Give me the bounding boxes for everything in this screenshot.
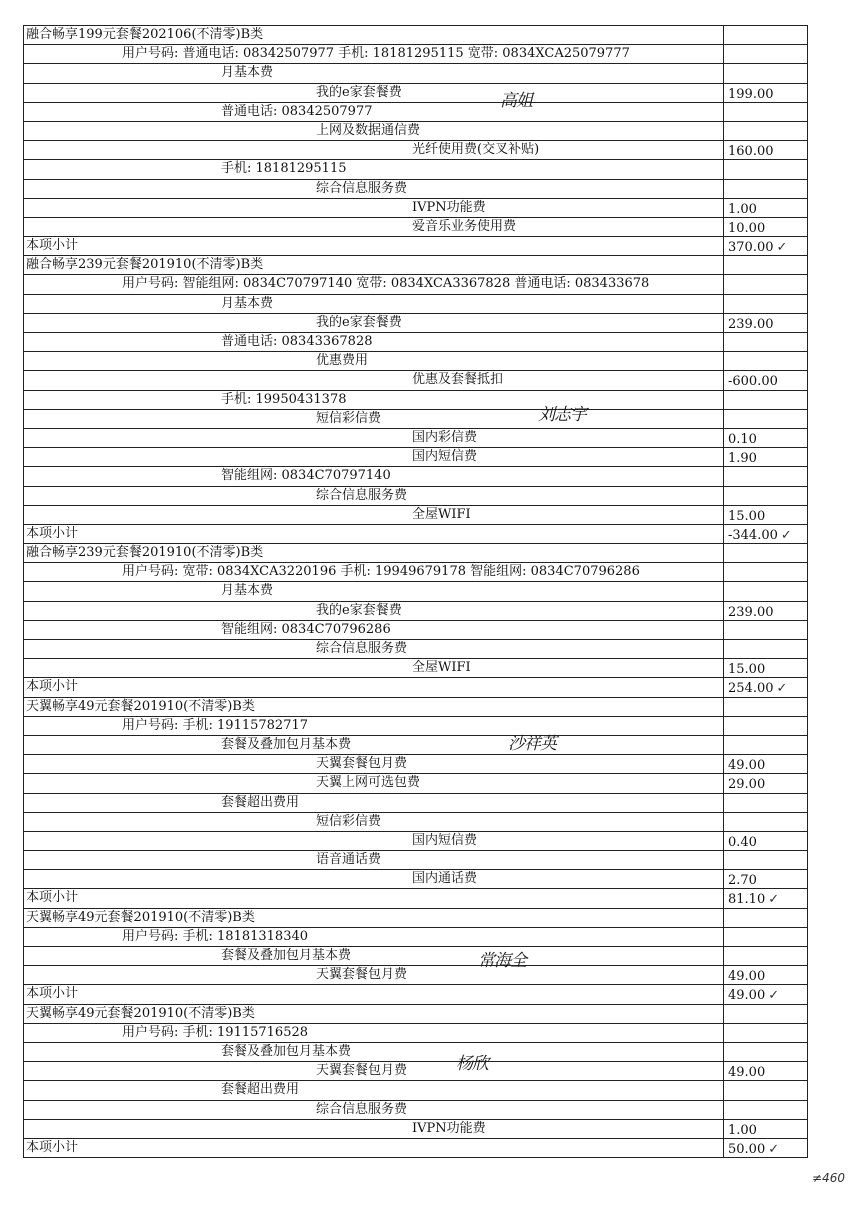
amount-value: 49.00 (728, 758, 766, 774)
row-label: 本项小计 (26, 525, 79, 541)
amount-cell (723, 985, 807, 1003)
amount-value: 199.00 (728, 86, 774, 102)
amount-cell (723, 352, 807, 370)
row-label: 天翼套餐包月费 (316, 756, 408, 772)
table-row (24, 1043, 808, 1062)
amount-cell (723, 467, 807, 485)
amount-cell (723, 506, 807, 524)
amount-value: -600.00 (728, 374, 778, 390)
check-mark-icon: ✓ (776, 240, 788, 256)
amount-value: -344.00 (728, 527, 778, 543)
row-label: 套餐及叠加包月基本费 (221, 736, 352, 752)
table-row (24, 717, 808, 736)
amount-value: 50.00 (728, 1141, 766, 1157)
amount-cell (723, 26, 807, 44)
amount-cell (723, 295, 807, 313)
amount-cell (723, 1101, 807, 1119)
row-label: 我的e家套餐费 (316, 602, 402, 618)
amount-cell (723, 256, 807, 274)
amount-cell (723, 870, 807, 888)
amount-cell (723, 525, 807, 543)
table-row (24, 966, 808, 985)
amount-cell (723, 966, 807, 984)
row-label: 月基本费 (221, 583, 274, 599)
row-label: 优惠费用 (316, 353, 369, 369)
row-label: 用户号码: 宽带: 0834XCA3220196 手机: 19949679178 智能组网: 0834C70796286 (122, 564, 640, 580)
amount-cell (723, 678, 807, 696)
row-label: 本项小计 (26, 238, 79, 254)
amount-cell (723, 371, 807, 389)
amount-cell (723, 391, 807, 409)
amount-cell (723, 180, 807, 198)
check-mark-icon: ✓ (780, 527, 792, 543)
row-label: 国内彩信费 (412, 429, 478, 445)
table-row (24, 851, 808, 870)
row-label: 我的e家套餐费 (316, 314, 402, 330)
row-label: 天翼畅享49元套餐201910(不清零)B类 (26, 1005, 255, 1021)
amount-cell (723, 889, 807, 907)
table-row (24, 659, 808, 678)
subtotal-row (24, 678, 808, 697)
package-row (24, 256, 808, 275)
amount-value: 0.40 (728, 834, 757, 850)
row-label: 国内短信费 (412, 449, 478, 465)
amount-cell (723, 698, 807, 716)
subtotal-row (24, 985, 808, 1004)
row-label: 光纤使用费(交叉补贴) (412, 142, 540, 158)
table-row (24, 103, 808, 122)
table-row (24, 314, 808, 333)
table-row (24, 487, 808, 506)
table-row (24, 295, 808, 314)
row-label: IVPN功能费 (412, 199, 486, 215)
table-row (24, 755, 808, 774)
row-label: 综合信息服务费 (316, 180, 408, 196)
amount-cell (723, 448, 807, 466)
amount-value: 239.00 (728, 604, 774, 620)
amount-cell (723, 333, 807, 351)
handwritten-signature: 杨欣 (456, 1054, 488, 1074)
amount-cell (723, 544, 807, 562)
amount-cell (723, 832, 807, 850)
subtotal-row (24, 1139, 808, 1158)
row-label: 用户号码: 手机: 19115782717 (122, 717, 309, 733)
amount-cell (723, 122, 807, 140)
amount-value: 49.00 (728, 969, 766, 985)
amount-cell (723, 429, 807, 447)
amount-value: 81.10 (728, 892, 766, 908)
amount-cell (723, 602, 807, 620)
table-row (24, 180, 808, 199)
package-row (24, 909, 808, 928)
table-row (24, 794, 808, 813)
amount-value: 254.00 (728, 681, 774, 697)
corner-handwritten-note: ≠460 (812, 1171, 845, 1185)
row-label: 本项小计 (26, 890, 79, 906)
row-label: 全屋WIFI (412, 660, 471, 676)
row-label: 天翼套餐包月费 (316, 1063, 408, 1079)
row-label: IVPN功能费 (412, 1120, 486, 1136)
amount-value: 49.00 (728, 988, 766, 1004)
table-row (24, 736, 808, 755)
table-row (24, 563, 808, 582)
amount-cell (723, 1139, 807, 1157)
row-label: 爱音乐业务使用费 (412, 218, 517, 234)
amount-cell (723, 487, 807, 505)
table-row (24, 1081, 808, 1100)
row-label: 天翼畅享49元套餐201910(不清零)B类 (26, 909, 255, 925)
row-label: 上网及数据通信费 (316, 122, 421, 138)
table-row (24, 275, 808, 294)
row-label: 普通电话: 08342507977 (221, 103, 373, 119)
row-label: 本项小计 (26, 986, 79, 1002)
subtotal-row (24, 525, 808, 544)
amount-value: 160.00 (728, 144, 774, 160)
amount-value: 49.00 (728, 1065, 766, 1081)
row-label: 短信彩信费 (316, 813, 382, 829)
table-row (24, 467, 808, 486)
table-row (24, 371, 808, 390)
amount-cell (723, 640, 807, 658)
check-mark-icon: ✓ (768, 988, 780, 1004)
amount-cell (723, 582, 807, 600)
amount-cell (723, 794, 807, 812)
bill-table (23, 25, 808, 1158)
amount-cell (723, 1081, 807, 1099)
row-label: 月基本费 (221, 65, 274, 81)
table-row (24, 640, 808, 659)
amount-cell (723, 1005, 807, 1023)
row-label: 本项小计 (26, 679, 79, 695)
table-row (24, 448, 808, 467)
amount-cell (723, 84, 807, 102)
row-label: 套餐及叠加包月基本费 (221, 1043, 352, 1059)
table-row (24, 410, 808, 429)
table-row (24, 1024, 808, 1043)
package-row (24, 26, 808, 45)
table-row (24, 1062, 808, 1081)
row-label: 套餐超出费用 (221, 794, 300, 810)
amount-value: 10.00 (728, 220, 766, 236)
amount-cell (723, 275, 807, 293)
table-row (24, 141, 808, 160)
table-row (24, 84, 808, 103)
amount-cell (723, 717, 807, 735)
amount-cell (723, 410, 807, 428)
amount-cell (723, 1024, 807, 1042)
check-mark-icon: ✓ (768, 892, 780, 908)
row-label: 用户号码: 手机: 19115716528 (122, 1024, 309, 1040)
amount-cell (723, 909, 807, 927)
package-row (24, 544, 808, 563)
row-label: 语音通话费 (316, 852, 382, 868)
amount-cell (723, 736, 807, 754)
table-row (24, 774, 808, 793)
row-label: 天翼套餐包月费 (316, 967, 408, 983)
table-row (24, 1101, 808, 1120)
table-row (24, 160, 808, 179)
check-mark-icon: ✓ (776, 681, 788, 697)
amount-cell (723, 1120, 807, 1138)
row-label: 本项小计 (26, 1139, 79, 1155)
table-row (24, 621, 808, 640)
row-label: 智能组网: 0834C70796286 (221, 621, 391, 637)
amount-cell (723, 659, 807, 677)
table-row (24, 429, 808, 448)
amount-value: 239.00 (728, 316, 774, 332)
row-label: 智能组网: 0834C70797140 (221, 468, 391, 484)
handwritten-signature: 常海全 (478, 951, 526, 971)
amount-cell (723, 218, 807, 236)
amount-value: 370.00 (728, 240, 774, 256)
amount-cell (723, 563, 807, 581)
row-label: 国内短信费 (412, 832, 478, 848)
amount-cell (723, 947, 807, 965)
amount-cell (723, 160, 807, 178)
amount-cell (723, 103, 807, 121)
row-label: 融合畅享239元套餐201910(不清零)B类 (26, 545, 264, 561)
row-label: 优惠及套餐抵扣 (412, 372, 504, 388)
table-row (24, 813, 808, 832)
subtotal-row (24, 237, 808, 256)
amount-cell (723, 1043, 807, 1061)
amount-cell (723, 621, 807, 639)
handwritten-signature: 高姐 (500, 91, 532, 111)
row-label: 融合畅享239元套餐201910(不清零)B类 (26, 257, 264, 273)
row-label: 月基本费 (221, 295, 274, 311)
row-label: 用户号码: 普通电话: 08342507977 手机: 18181295115 宽带: 0834XCA25079777 (122, 46, 630, 62)
row-label: 短信彩信费 (316, 410, 382, 426)
row-label: 手机: 19950431378 (221, 391, 347, 407)
row-label: 综合信息服务费 (316, 641, 408, 656)
row-label: 用户号码: 手机: 18181318340 (122, 928, 309, 944)
table-row (24, 391, 808, 410)
check-mark-icon: ✓ (768, 1141, 780, 1157)
table-row (24, 928, 808, 947)
table-row (24, 506, 808, 525)
row-label: 国内通话费 (412, 871, 478, 887)
handwritten-signature: 沙祥英 (508, 734, 556, 754)
amount-value: 29.00 (728, 777, 766, 793)
amount-cell (723, 314, 807, 332)
table-row (24, 122, 808, 141)
row-label: 综合信息服务费 (316, 487, 408, 503)
row-label: 普通电话: 08343367828 (221, 334, 373, 349)
amount-cell (723, 928, 807, 946)
amount-value: 2.70 (728, 873, 757, 889)
amount-cell (723, 851, 807, 869)
package-row (24, 1005, 808, 1024)
amount-cell (723, 774, 807, 792)
amount-cell (723, 237, 807, 255)
table-row (24, 582, 808, 601)
table-row (24, 64, 808, 83)
amount-cell (723, 1062, 807, 1080)
table-row (24, 832, 808, 851)
row-label: 套餐及叠加包月基本费 (221, 948, 352, 963)
table-row (24, 352, 808, 371)
row-label: 综合信息服务费 (316, 1101, 408, 1117)
handwritten-signature: 刘志宇 (538, 405, 586, 425)
amount-cell (723, 45, 807, 63)
amount-cell (723, 199, 807, 217)
table-row (24, 602, 808, 621)
row-label: 全屋WIFI (412, 506, 471, 522)
table-row (24, 199, 808, 218)
row-label: 天翼畅享49元套餐201910(不清零)B类 (26, 698, 255, 714)
table-row (24, 218, 808, 237)
amount-cell (723, 813, 807, 831)
amount-value: 15.00 (728, 508, 766, 524)
subtotal-row (24, 889, 808, 908)
row-label: 套餐超出费用 (221, 1082, 300, 1098)
table-row (24, 45, 808, 64)
row-label: 用户号码: 智能组网: 0834C70797140 宽带: 0834XCA3367828 普通电话: 083433678 (122, 276, 650, 292)
table-row (24, 333, 808, 352)
amount-cell (723, 755, 807, 773)
row-label: 我的e家套餐费 (316, 84, 402, 100)
row-label: 手机: 18181295115 (221, 161, 347, 177)
row-label: 天翼上网可选包费 (316, 775, 421, 791)
amount-value: 1.90 (728, 451, 757, 467)
amount-cell (723, 64, 807, 82)
table-row (24, 947, 808, 966)
amount-value: 0.10 (728, 431, 757, 447)
amount-value: 15.00 (728, 662, 766, 678)
row-label: 融合畅享199元套餐202106(不清零)B类 (26, 27, 264, 42)
table-row (24, 1120, 808, 1139)
amount-value: 1.00 (728, 201, 757, 217)
table-row (24, 870, 808, 889)
amount-value: 1.00 (728, 1122, 757, 1138)
package-row (24, 698, 808, 717)
amount-cell (723, 141, 807, 159)
